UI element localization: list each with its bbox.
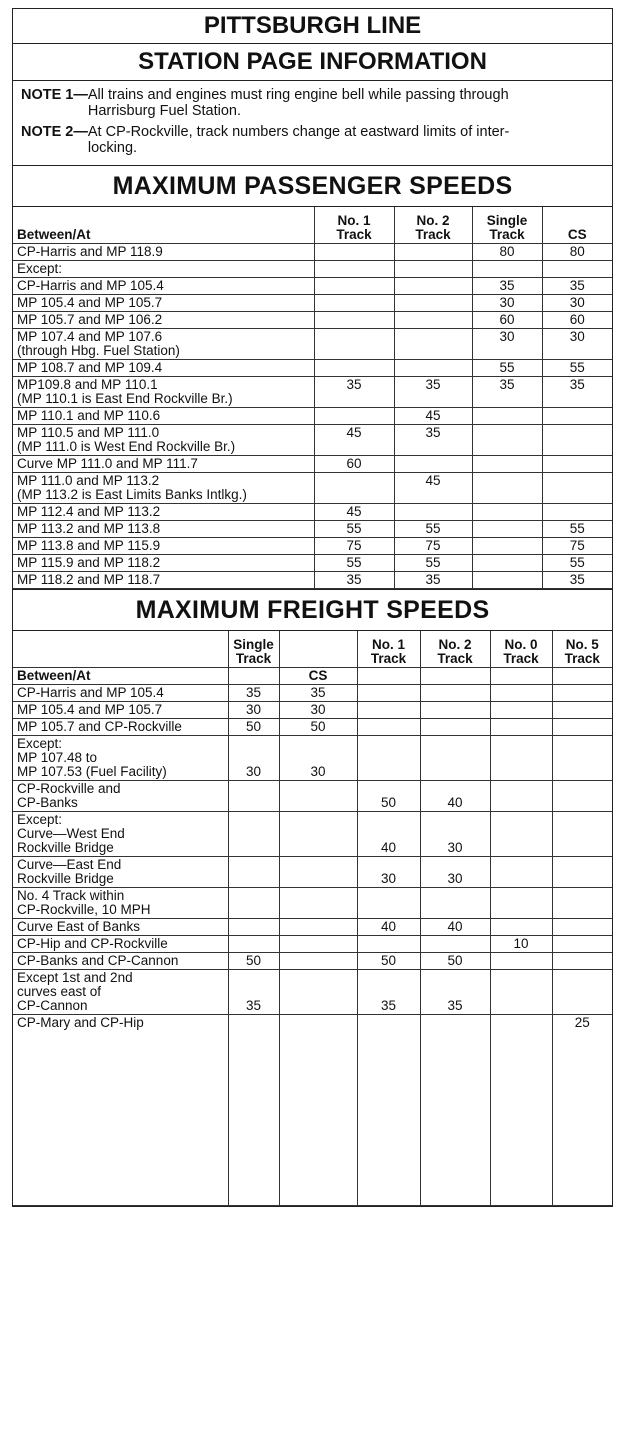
speed-cell: 30 (472, 295, 542, 312)
speed-cell: 55 (394, 555, 472, 572)
speed-cell (357, 888, 420, 919)
speed-cell: 35 (314, 377, 394, 408)
speed-cell (472, 261, 542, 278)
speed-cell (420, 936, 490, 953)
speed-cell (472, 425, 542, 456)
table-row (13, 278, 612, 295)
column-header: No. 2 Track (394, 207, 472, 244)
location-cell: MP 115.9 and MP 118.2 (13, 555, 314, 572)
speed-cell: 50 (357, 781, 420, 812)
speed-cell (394, 295, 472, 312)
location-cell: CP-Harris and MP 118.9 (13, 244, 314, 261)
location-cell: MP109.8 and MP 110.1 (MP 110.1 is East End Rockville Br.) (13, 377, 314, 408)
freight-speeds-title: MAXIMUM FREIGHT SPEEDS (13, 589, 612, 631)
location-cell: MP 113.2 and MP 113.8 (13, 521, 314, 538)
table-row (13, 360, 612, 377)
location-cell: MP 118.2 and MP 118.7 (13, 572, 314, 589)
speed-cell (490, 1015, 552, 1206)
speed-cell (394, 360, 472, 377)
speed-cell (490, 857, 552, 888)
location-cell: Except 1st and 2nd curves east of CP-Cannon (13, 970, 228, 1015)
table-row (13, 888, 612, 919)
speed-cell (420, 1015, 490, 1206)
column-header: No. 5 Track (552, 631, 612, 668)
speed-cell (490, 812, 552, 857)
table-row (13, 919, 612, 936)
location-cell: MP 108.7 and MP 109.4 (13, 360, 314, 377)
speed-cell: 40 (420, 781, 490, 812)
speed-cell: 55 (314, 555, 394, 572)
speed-cell: 35 (542, 278, 612, 295)
speed-cell (394, 312, 472, 329)
speed-cell (552, 857, 612, 888)
table-row (13, 377, 612, 408)
table-row (13, 857, 612, 888)
speed-cell (472, 572, 542, 589)
speed-cell (394, 456, 472, 473)
speed-cell: 60 (542, 312, 612, 329)
location-cell: No. 4 Track within CP-Rockville, 10 MPH (13, 888, 228, 919)
column-header: Single Track (472, 207, 542, 244)
speed-cell: 30 (472, 329, 542, 360)
speed-cell: 50 (228, 719, 279, 736)
speed-cell (357, 1015, 420, 1206)
speed-cell: 30 (420, 857, 490, 888)
speed-cell (552, 953, 612, 970)
speed-cell: 75 (314, 538, 394, 555)
speed-cell: 60 (314, 456, 394, 473)
table-row (13, 668, 612, 685)
page-title: PITTSBURGH LINE (13, 9, 612, 44)
speed-cell (357, 936, 420, 953)
speed-cell: 30 (279, 702, 357, 719)
speed-cell (228, 668, 279, 685)
table-row (13, 719, 612, 736)
column-header: No. 0 Track (490, 631, 552, 668)
speed-cell: 50 (228, 953, 279, 970)
speed-cell: 30 (420, 812, 490, 857)
page-subtitle: STATION PAGE INFORMATION (13, 44, 612, 81)
note-text: At CP-Rockville, track numbers change at eastward limits of inter- locking. (87, 124, 510, 156)
table-row (13, 538, 612, 555)
speed-cell: 35 (394, 377, 472, 408)
location-cell: MP 105.4 and MP 105.7 (13, 702, 228, 719)
speed-cell: 35 (357, 970, 420, 1015)
location-cell: Except: (13, 261, 314, 278)
speed-cell: 45 (314, 504, 394, 521)
speed-cell (490, 668, 552, 685)
speed-cell: 30 (279, 736, 357, 781)
column-header: No. 2 Track (420, 631, 490, 668)
speed-cell (279, 953, 357, 970)
speed-cell: 35 (420, 970, 490, 1015)
speed-cell (490, 736, 552, 781)
speed-cell (228, 1015, 279, 1206)
table-row (13, 456, 612, 473)
speed-cell (552, 919, 612, 936)
speed-cell: CS (279, 668, 357, 685)
speed-cell (228, 888, 279, 919)
speed-cell (542, 408, 612, 425)
speed-cell (279, 888, 357, 919)
speed-cell (542, 504, 612, 521)
speed-cell (314, 473, 394, 504)
speed-cell (314, 408, 394, 425)
table-row (13, 473, 612, 504)
speed-cell (228, 812, 279, 857)
speed-cell: 80 (542, 244, 612, 261)
note-1 (21, 87, 604, 119)
speed-cell: 80 (472, 244, 542, 261)
speed-cell (357, 668, 420, 685)
speed-cell (490, 953, 552, 970)
location-cell: MP 110.1 and MP 110.6 (13, 408, 314, 425)
table-row (13, 329, 612, 360)
speed-cell: 35 (228, 970, 279, 1015)
table-row (13, 261, 612, 278)
timetable-page (12, 8, 613, 1207)
speed-cell (279, 936, 357, 953)
table-header-row (13, 631, 612, 668)
speed-cell (394, 504, 472, 521)
speed-cell (490, 919, 552, 936)
speed-cell: 35 (394, 425, 472, 456)
table-row (13, 970, 612, 1015)
location-cell: Except: MP 107.48 to MP 107.53 (Fuel Facility) (13, 736, 228, 781)
speed-cell (472, 555, 542, 572)
speed-cell (490, 970, 552, 1015)
speed-cell (420, 668, 490, 685)
speed-cell: 40 (357, 812, 420, 857)
speed-cell (420, 719, 490, 736)
speed-cell: 30 (228, 702, 279, 719)
table-row (13, 555, 612, 572)
speed-cell (420, 702, 490, 719)
speed-cell (552, 702, 612, 719)
table-row (13, 572, 612, 589)
table-row (13, 312, 612, 329)
speed-cell (472, 521, 542, 538)
speed-cell: 35 (314, 572, 394, 589)
speed-cell (472, 504, 542, 521)
speed-cell: 35 (472, 278, 542, 295)
speed-cell (357, 702, 420, 719)
location-cell: MP 111.0 and MP 113.2 (MP 113.2 is East Limits Banks Intlkg.) (13, 473, 314, 504)
column-header: Single Track (228, 631, 279, 668)
speed-cell (357, 719, 420, 736)
speed-cell (357, 736, 420, 781)
speed-cell (552, 812, 612, 857)
table-row (13, 425, 612, 456)
location-cell: Curve—East End Rockville Bridge (13, 857, 228, 888)
speed-cell: 45 (394, 408, 472, 425)
speed-cell (279, 857, 357, 888)
speed-cell (228, 857, 279, 888)
table-row (13, 408, 612, 425)
table-row (13, 781, 612, 812)
note-text: All trains and engines must ring engine bell while passing through Harrisburg Fuel Station. (87, 87, 509, 119)
note-label: NOTE 2— (21, 124, 88, 140)
speed-cell: 35 (542, 572, 612, 589)
location-cell: CP-Banks and CP-Cannon (13, 953, 228, 970)
column-header: Between/At (13, 207, 314, 244)
speed-cell (394, 261, 472, 278)
location-cell: Between/At (13, 668, 228, 685)
speed-cell: 55 (542, 360, 612, 377)
location-cell: CP-Harris and MP 105.4 (13, 278, 314, 295)
speed-cell (314, 244, 394, 261)
column-header: CS (542, 207, 612, 244)
speed-cell: 30 (228, 736, 279, 781)
speed-cell (552, 668, 612, 685)
speed-cell: 35 (394, 572, 472, 589)
note-2 (21, 124, 604, 156)
table-header-row (13, 207, 612, 244)
table-row (13, 953, 612, 970)
speed-cell (552, 736, 612, 781)
speed-cell (490, 702, 552, 719)
speed-cell (394, 244, 472, 261)
speed-cell: 35 (472, 377, 542, 408)
speed-cell: 35 (279, 685, 357, 702)
speed-cell: 40 (357, 919, 420, 936)
speed-cell (552, 719, 612, 736)
speed-cell: 50 (420, 953, 490, 970)
table-row (13, 1015, 612, 1206)
speed-cell: 25 (552, 1015, 612, 1206)
freight-speeds-table (13, 631, 612, 1206)
speed-cell: 35 (228, 685, 279, 702)
speed-cell: 10 (490, 936, 552, 953)
speed-cell (279, 970, 357, 1015)
speed-cell (420, 736, 490, 781)
speed-cell (314, 329, 394, 360)
speed-cell (279, 919, 357, 936)
speed-cell (279, 781, 357, 812)
speed-cell (552, 970, 612, 1015)
speed-cell: 75 (394, 538, 472, 555)
location-cell: Curve East of Banks (13, 919, 228, 936)
speed-cell (552, 888, 612, 919)
table-row (13, 936, 612, 953)
speed-cell (279, 1015, 357, 1206)
speed-cell (472, 473, 542, 504)
passenger-speeds-table (13, 207, 612, 589)
speed-cell: 55 (542, 521, 612, 538)
speed-cell (472, 538, 542, 555)
speed-cell (314, 295, 394, 312)
speed-cell: 30 (357, 857, 420, 888)
speed-cell (314, 278, 394, 295)
speed-cell (472, 408, 542, 425)
speed-cell: 55 (394, 521, 472, 538)
speed-cell: 60 (472, 312, 542, 329)
speed-cell (420, 685, 490, 702)
location-cell: MP 105.4 and MP 105.7 (13, 295, 314, 312)
location-cell: MP 107.4 and MP 107.6 (through Hbg. Fuel Station) (13, 329, 314, 360)
speed-cell: 50 (279, 719, 357, 736)
table-row (13, 736, 612, 781)
table-row (13, 812, 612, 857)
speed-cell (552, 781, 612, 812)
speed-cell: 40 (420, 919, 490, 936)
table-row (13, 685, 612, 702)
speed-cell (490, 719, 552, 736)
speed-cell (542, 425, 612, 456)
table-row (13, 244, 612, 261)
location-cell: MP 110.5 and MP 111.0 (MP 111.0 is West End Rockville Br.) (13, 425, 314, 456)
column-header (279, 631, 357, 668)
speed-cell: 35 (542, 377, 612, 408)
speed-cell: 45 (314, 425, 394, 456)
speed-cell: 30 (542, 295, 612, 312)
table-row (13, 702, 612, 719)
speed-cell (472, 456, 542, 473)
speed-cell (542, 473, 612, 504)
speed-cell (490, 781, 552, 812)
location-cell: CP-Hip and CP-Rockville (13, 936, 228, 953)
location-cell: MP 112.4 and MP 113.2 (13, 504, 314, 521)
location-cell: CP-Harris and MP 105.4 (13, 685, 228, 702)
speed-cell (542, 261, 612, 278)
speed-cell (490, 685, 552, 702)
speed-cell (228, 936, 279, 953)
table-row (13, 504, 612, 521)
speed-cell: 75 (542, 538, 612, 555)
speed-cell (228, 919, 279, 936)
location-cell: Curve MP 111.0 and MP 111.7 (13, 456, 314, 473)
note-label: NOTE 1— (21, 87, 88, 103)
location-cell: MP 105.7 and MP 106.2 (13, 312, 314, 329)
speed-cell (552, 685, 612, 702)
speed-cell: 50 (357, 953, 420, 970)
speed-cell (420, 888, 490, 919)
speed-cell (357, 685, 420, 702)
speed-cell (279, 812, 357, 857)
column-header (13, 631, 228, 668)
speed-cell (490, 888, 552, 919)
speed-cell (542, 456, 612, 473)
speed-cell: 55 (314, 521, 394, 538)
location-cell: CP-Rockville and CP-Banks (13, 781, 228, 812)
passenger-speeds-title: MAXIMUM PASSENGER SPEEDS (13, 166, 612, 207)
speed-cell (552, 936, 612, 953)
speed-cell: 55 (472, 360, 542, 377)
speed-cell (394, 278, 472, 295)
speed-cell: 55 (542, 555, 612, 572)
speed-cell (228, 781, 279, 812)
speed-cell (394, 329, 472, 360)
location-cell: MP 113.8 and MP 115.9 (13, 538, 314, 555)
speed-cell (314, 360, 394, 377)
table-row (13, 521, 612, 538)
location-cell: CP-Mary and CP-Hip (13, 1015, 228, 1206)
column-header: No. 1 Track (357, 631, 420, 668)
location-cell: MP 105.7 and CP-Rockville (13, 719, 228, 736)
speed-cell (314, 261, 394, 278)
location-cell: Except: Curve—West End Rockville Bridge (13, 812, 228, 857)
notes-section (13, 81, 612, 166)
table-row (13, 295, 612, 312)
column-header: No. 1 Track (314, 207, 394, 244)
speed-cell (314, 312, 394, 329)
speed-cell: 30 (542, 329, 612, 360)
speed-cell: 45 (394, 473, 472, 504)
